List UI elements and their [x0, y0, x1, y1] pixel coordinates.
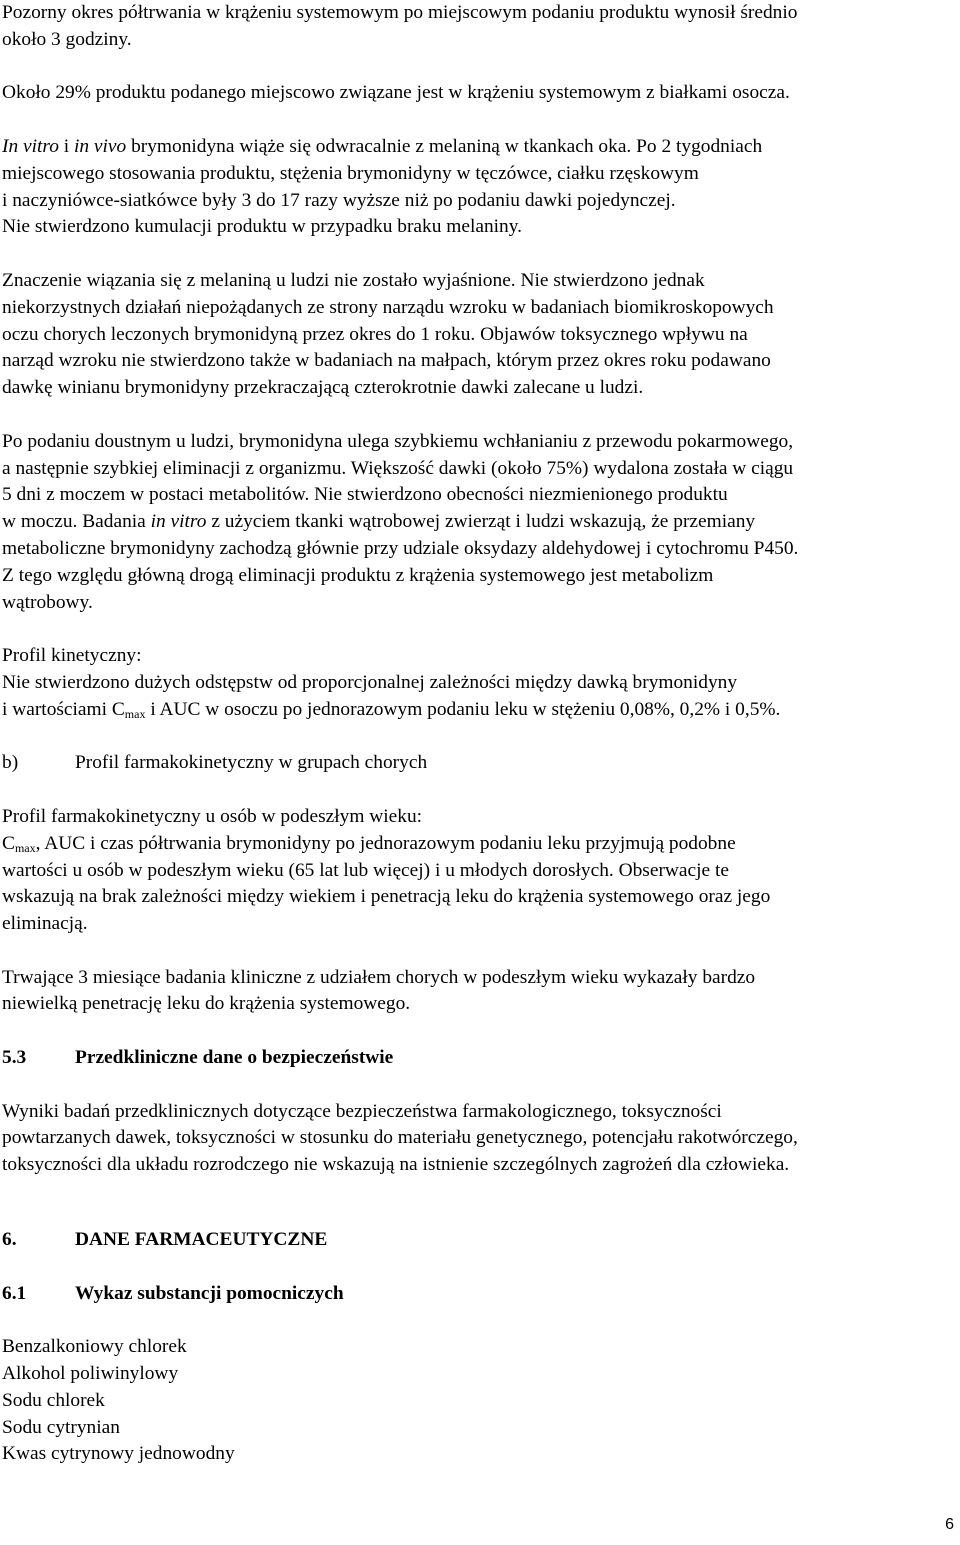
text-line: Trwające 3 miesiące badania kliniczne z udziałem chorych w podeszłym wieku wykazały bardzo	[2, 966, 756, 988]
text-line: 5 dni z moczem w postaci metabolitów. Nie stwierdzono obecności niezmienionego produktu	[2, 484, 728, 506]
text-line	[2, 831, 954, 858]
subscript: max	[124, 706, 146, 721]
text-line	[2, 134, 954, 161]
paragraph-melanin-binding	[2, 134, 954, 241]
text-line: Nie stwierdzono dużych odstępstw od proporcjonalnej zależności między dawką brymonidyny	[2, 671, 738, 693]
document-page	[2, 0, 954, 1468]
text-fragment: brymonidyna wiąże się odwracalnie z melaniną w tkankach oka. Po 2 tygodniach	[126, 135, 763, 157]
kinetic-profile-heading: Profil kinetyczny:	[2, 645, 142, 667]
text-line: Znaczenie wiązania się z melaniną u ludzi nie zostało wyjaśnione. Nie stwierdzono jednak	[2, 269, 705, 291]
paragraph-half-life	[2, 0, 954, 54]
text-line: około 3 godziny.	[2, 28, 132, 50]
text-line: Nie stwierdzono kumulacji produktu w przypadku braku melaniny.	[2, 216, 523, 238]
section-title: Wykaz substancji pomocniczych	[75, 1282, 344, 1304]
paragraph-melanin-significance	[2, 268, 954, 402]
text-fragment: , AUC i czas półtrwania brymonidyny po jednorazowym podaniu leku przyjmują podobne	[35, 832, 736, 854]
text-line: Po podaniu doustnym u ludzi, brymonidyna ulega szybkiemu wchłanianiu z przewodu pokarmowego,	[2, 430, 794, 452]
section-title: Przedkliniczne dane o bezpieczeństwie	[75, 1047, 394, 1069]
text-line: narząd wzroku nie stwierdzono także w badaniach na małpach, którym przez okres roku podawano	[2, 350, 771, 372]
section-b-heading	[2, 750, 954, 777]
section-number: 6.	[2, 1229, 17, 1251]
italic-text: in vivo	[74, 135, 127, 157]
paragraph-oral-absorption	[2, 429, 954, 617]
text-line: Wyniki badań przedklinicznych dotyczące bezpieczeństwa farmakologicznego, toksyczności	[2, 1100, 722, 1122]
list-item: Alkohol poliwinylowy	[2, 1363, 179, 1385]
section-number: b)	[2, 752, 19, 774]
paragraph-elderly	[2, 804, 954, 938]
text-fragment: C	[2, 832, 15, 854]
text-line: Pozorny okres półtrwania w krążeniu systemowym po miejscowym podaniu produktu wynosił średnio	[2, 2, 798, 23]
paragraph-protein-binding	[2, 80, 954, 107]
text-fragment: w moczu. Badania	[2, 511, 151, 533]
text-line: miejscowego stosowania produktu, stężenia brymonidyny w tęczówce, ciałku rzęskowym	[2, 162, 699, 184]
text-fragment: i	[58, 135, 74, 157]
text-line: Około 29% produktu podanego miejscowo związane jest w krążeniu systemowym z białkami osocza.	[2, 82, 790, 104]
text-line: wartości u osób w podeszłym wieku (65 lat lub więcej) i u młodych dorosłych. Obserwacje te	[2, 859, 729, 881]
text-line: wskazują na brak zależności między wiekiem i penetracją leku do krążenia systemowego oraz jego	[2, 886, 771, 908]
list-item: Sodu cytrynian	[2, 1416, 120, 1438]
paragraph-preclinical	[2, 1099, 954, 1179]
heading-line	[2, 1281, 954, 1308]
list-item: Benzalkoniowy chlorek	[2, 1336, 187, 1358]
text-line: oczu chorych leczonych brymonidyną przez okres do 1 roku. Objawów toksycznego wpływu na	[2, 323, 748, 345]
text-line: a następnie szybkiej eliminacji z organizmu. Większość dawki (około 75%) wydalona została w ciągu	[2, 457, 794, 479]
text-line: metaboliczne brymonidyny zachodzą głównie przy udziale oksydazy aldehydowej i cytochromu P450.	[2, 537, 799, 559]
paragraph-kinetic-profile	[2, 643, 954, 723]
section-6-heading	[2, 1227, 954, 1254]
heading-line	[2, 1227, 954, 1254]
text-line: dawkę winianu brymonidyny przekraczającą czterokrotnie dawki zalecane u ludzi.	[2, 377, 644, 399]
heading-line	[2, 1045, 954, 1072]
text-fragment: i wartościami C	[2, 698, 125, 720]
list-item: Sodu chlorek	[2, 1389, 105, 1411]
section-5-3-heading	[2, 1045, 954, 1072]
text-line: niekorzystnych działań niepożądanych ze strony narządu wzroku w badaniach biomikroskopowych	[2, 296, 774, 318]
text-line: Z tego względu główną drogą eliminacji produktu z krążenia systemowego jest metabolizm	[2, 564, 714, 586]
section-title: Profil farmakokinetyczny w grupach chorych	[75, 752, 428, 774]
paragraph-clinical-trial	[2, 965, 954, 1019]
text-line: eliminacją.	[2, 913, 88, 935]
elderly-heading: Profil farmakokinetyczny u osób w podeszłym wieku:	[2, 805, 423, 827]
text-fragment: i AUC w osoczu po jednorazowym podaniu leku w stężeniu 0,08%, 0,2% i 0,5%.	[145, 698, 781, 720]
section-title: DANE FARMACEUTYCZNE	[75, 1229, 328, 1251]
text-line: toksyczności dla układu rozrodczego nie wskazują na istnienie szczególnych zagrożeń dla człowieka.	[2, 1154, 790, 1176]
section-6-1-heading	[2, 1281, 954, 1308]
page-number: 6	[945, 1516, 954, 1533]
text-line	[2, 509, 954, 536]
italic-text: in vitro	[150, 511, 207, 533]
section-number: 6.1	[2, 1282, 27, 1304]
excipient-list	[2, 1334, 954, 1468]
text-fragment: z użyciem tkanki wątrobowej zwierząt i ludzi wskazują, że przemiany	[206, 511, 756, 533]
text-line: niewielką penetrację leku do krążenia systemowego.	[2, 993, 411, 1015]
text-line	[2, 697, 954, 724]
subscript: max	[14, 840, 36, 855]
section-number: 5.3	[2, 1047, 27, 1069]
list-item: Kwas cytrynowy jednowodny	[2, 1443, 235, 1465]
text-line: powtarzanych dawek, toksyczności w stosunku do materiału genetycznego, potencjału rakotwórczego,	[2, 1127, 798, 1149]
heading-line	[2, 750, 954, 777]
text-line: wątrobowy.	[2, 591, 93, 613]
text-line: i naczyniówce-siatkówce były 3 do 17 razy wyższe niż po podaniu dawki pojedynczej.	[2, 189, 676, 211]
italic-text: In vitro	[2, 135, 59, 157]
